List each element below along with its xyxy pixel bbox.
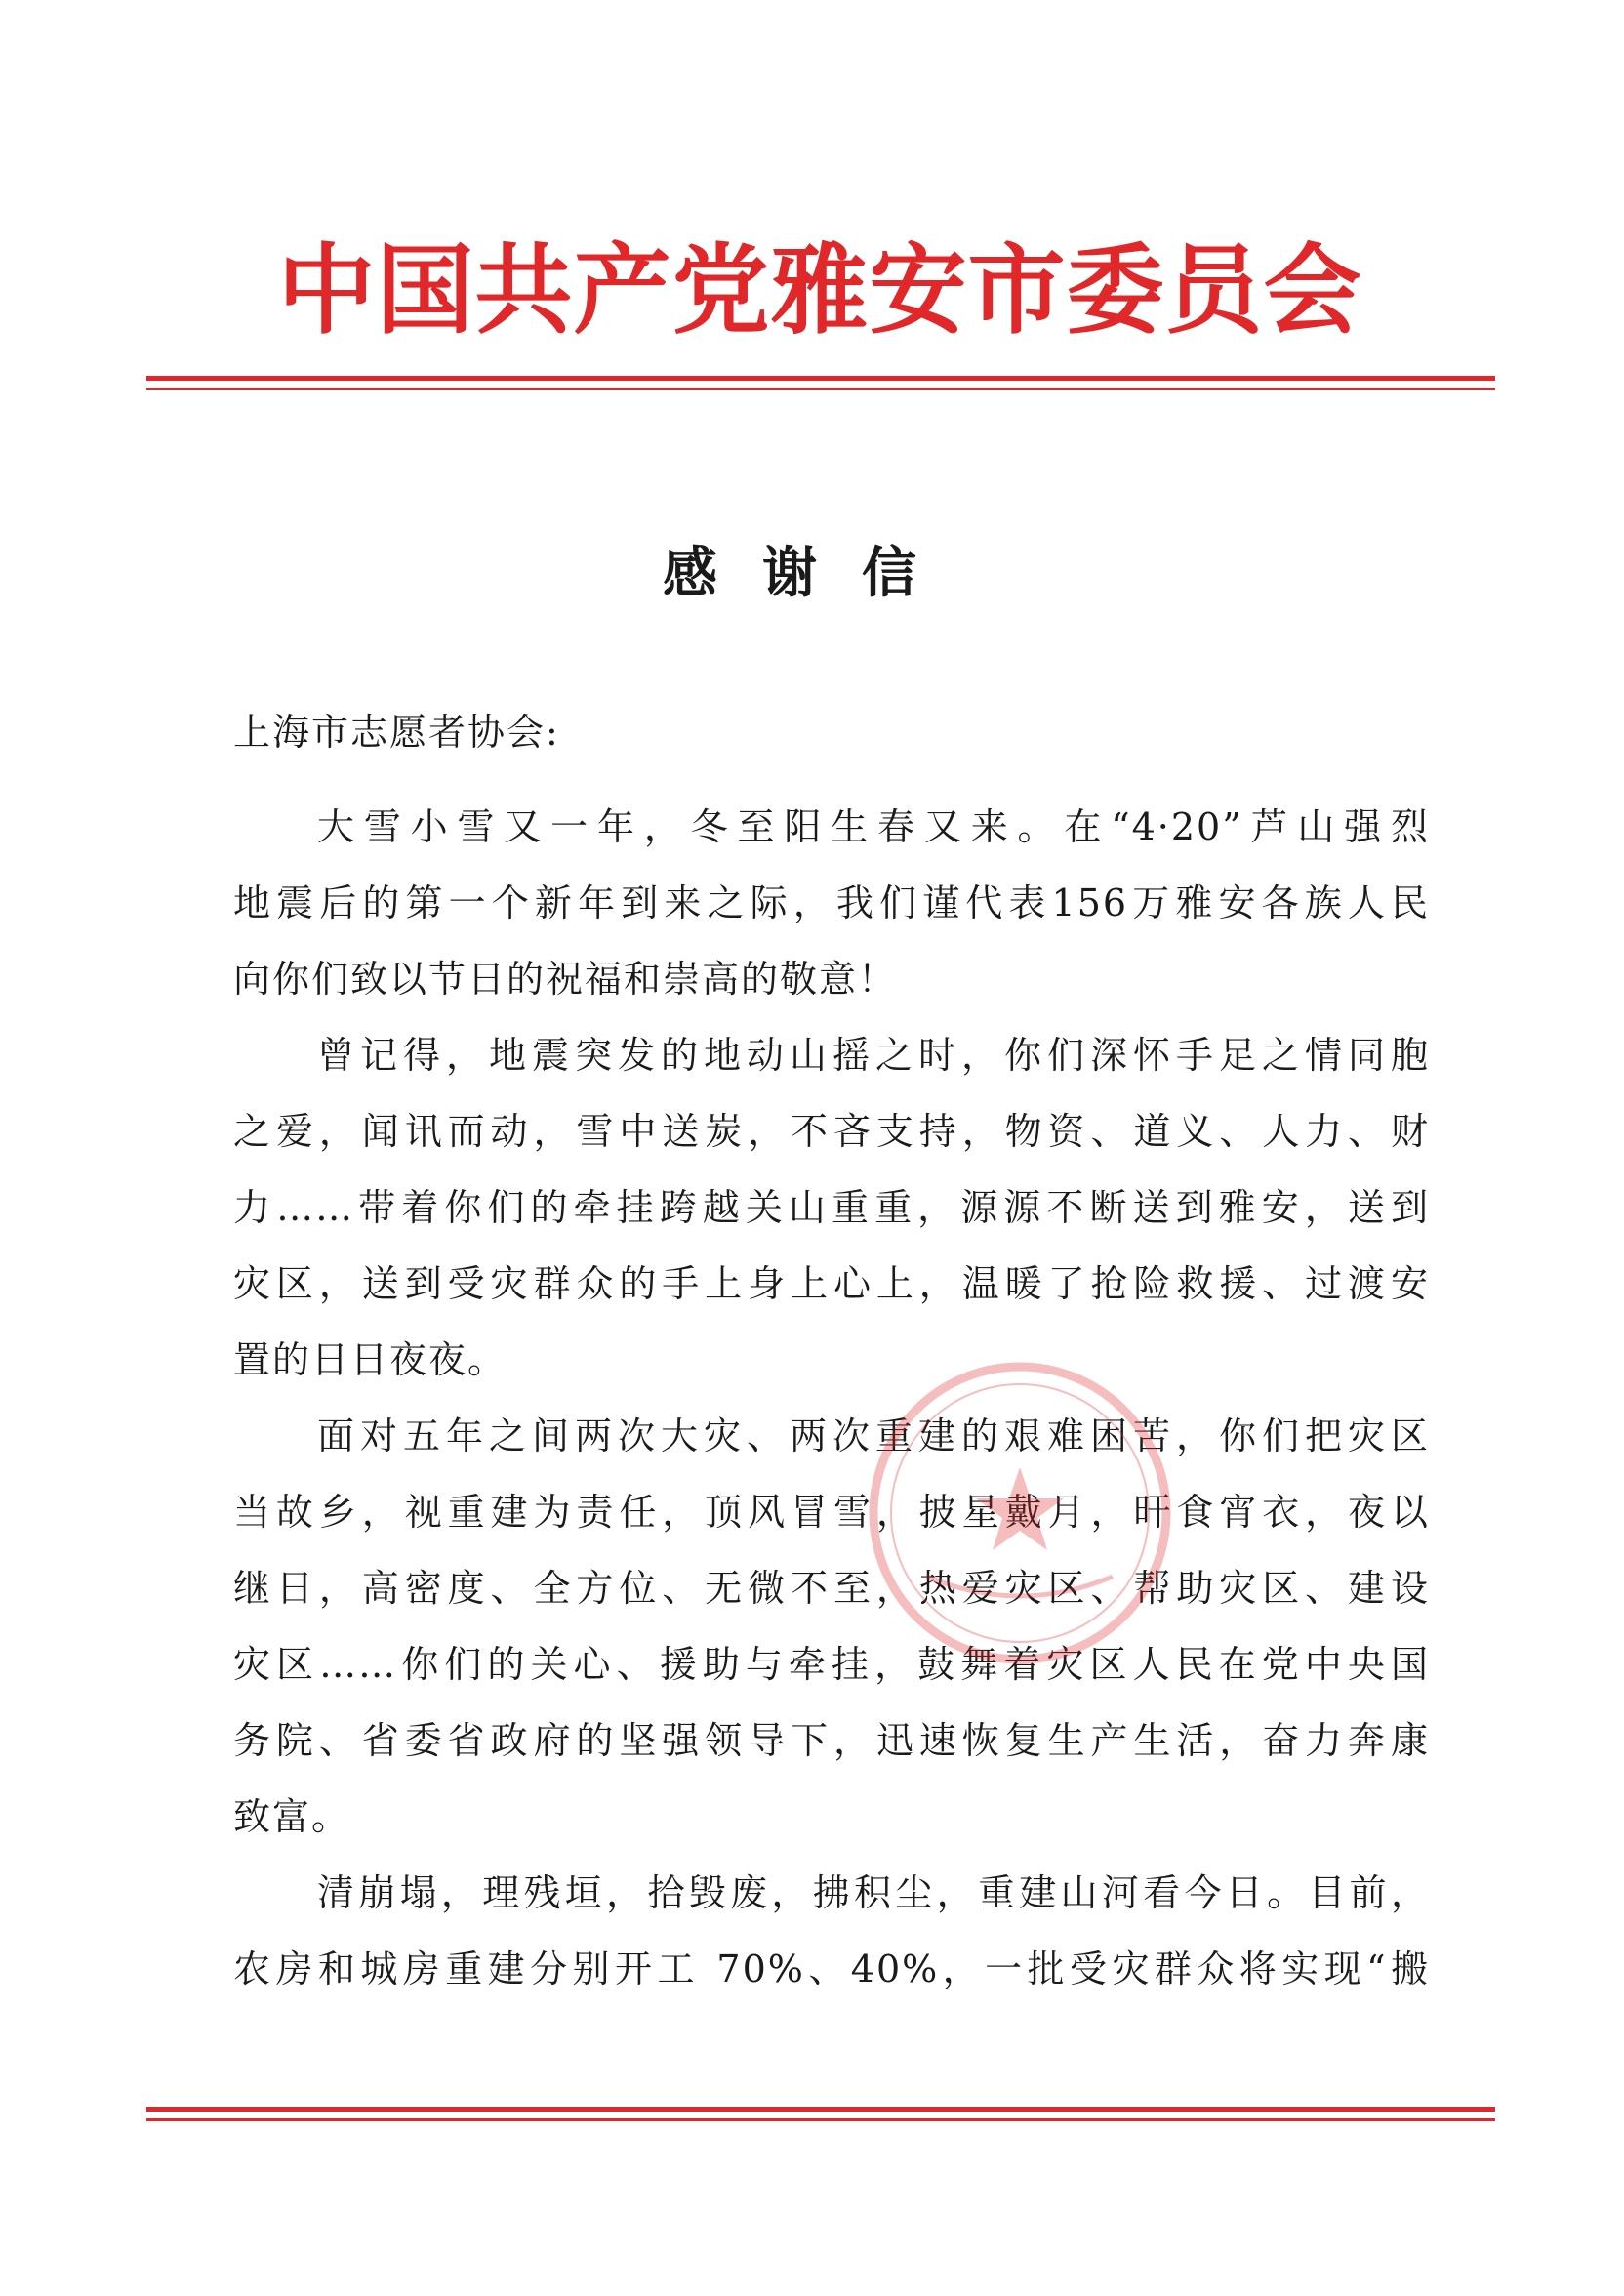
body-line: 之爱，闻讯而动，雪中送炭，不吝支持，物资、道义、人力、财	[233, 1110, 1430, 1153]
letterhead-rule-thick	[146, 376, 1495, 381]
letterhead-organization: 中国共产党雅安市委员会	[277, 233, 1362, 348]
body-line: 地震后的第一个新年到来之际，我们谨代表156万雅安各族人民	[233, 882, 1430, 924]
body-line: 农房和城房重建分别开工 70%、40%，一批受灾群众将实现“搬	[233, 1948, 1430, 1990]
body-line: 务院、省委省政府的坚强领导下，迅速恢复生产生活，奋力奔康	[233, 1719, 1430, 1762]
body-line: 继日，高密度、全方位、无微不至，热爱灾区、帮助灾区、建设	[233, 1567, 1430, 1610]
footer-rule-thin	[146, 2118, 1495, 2121]
body-line: 向你们致以节日的祝福和崇高的敬意！	[233, 958, 898, 1001]
body-line: 大雪小雪又一年，冬至阳生春又来。在“4·20”芦山强烈	[317, 805, 1430, 848]
body-line: 力……带着你们的牵挂跨越关山重重，源源不断送到雅安，送到	[233, 1186, 1430, 1229]
body-line: 清崩塌，理残垣，拾毁废，拂积尘，重建山河看今日。目前，	[317, 1871, 1430, 1914]
letterhead-rule-thin	[146, 388, 1495, 390]
official-seal-icon	[859, 1352, 1181, 1674]
body-line: 当故乡，视重建为责任，顶风冒雪，披星戴月，旰食宵衣，夜以	[233, 1491, 1430, 1534]
body-line: 灾区……你们的关心、援助与牵挂，鼓舞着灾区人民在党中央国	[233, 1643, 1430, 1686]
body-line: 灾区，送到受灾群众的手上身上心上，温暖了抢险救援、过渡安	[233, 1262, 1430, 1305]
letter-title: 感谢信	[663, 542, 961, 605]
footer-rule-thick	[146, 2107, 1495, 2112]
letter-salutation: 上海市志愿者协会:	[233, 711, 560, 754]
body-line: 面对五年之间两次大灾、两次重建的艰难困苦，你们把灾区	[317, 1414, 1430, 1457]
body-line: 置的日日夜夜。	[233, 1338, 508, 1381]
body-line: 曾记得，地震突发的地动山摇之时，你们深怀手足之情同胞	[317, 1034, 1430, 1077]
body-line: 致富。	[233, 1795, 351, 1838]
